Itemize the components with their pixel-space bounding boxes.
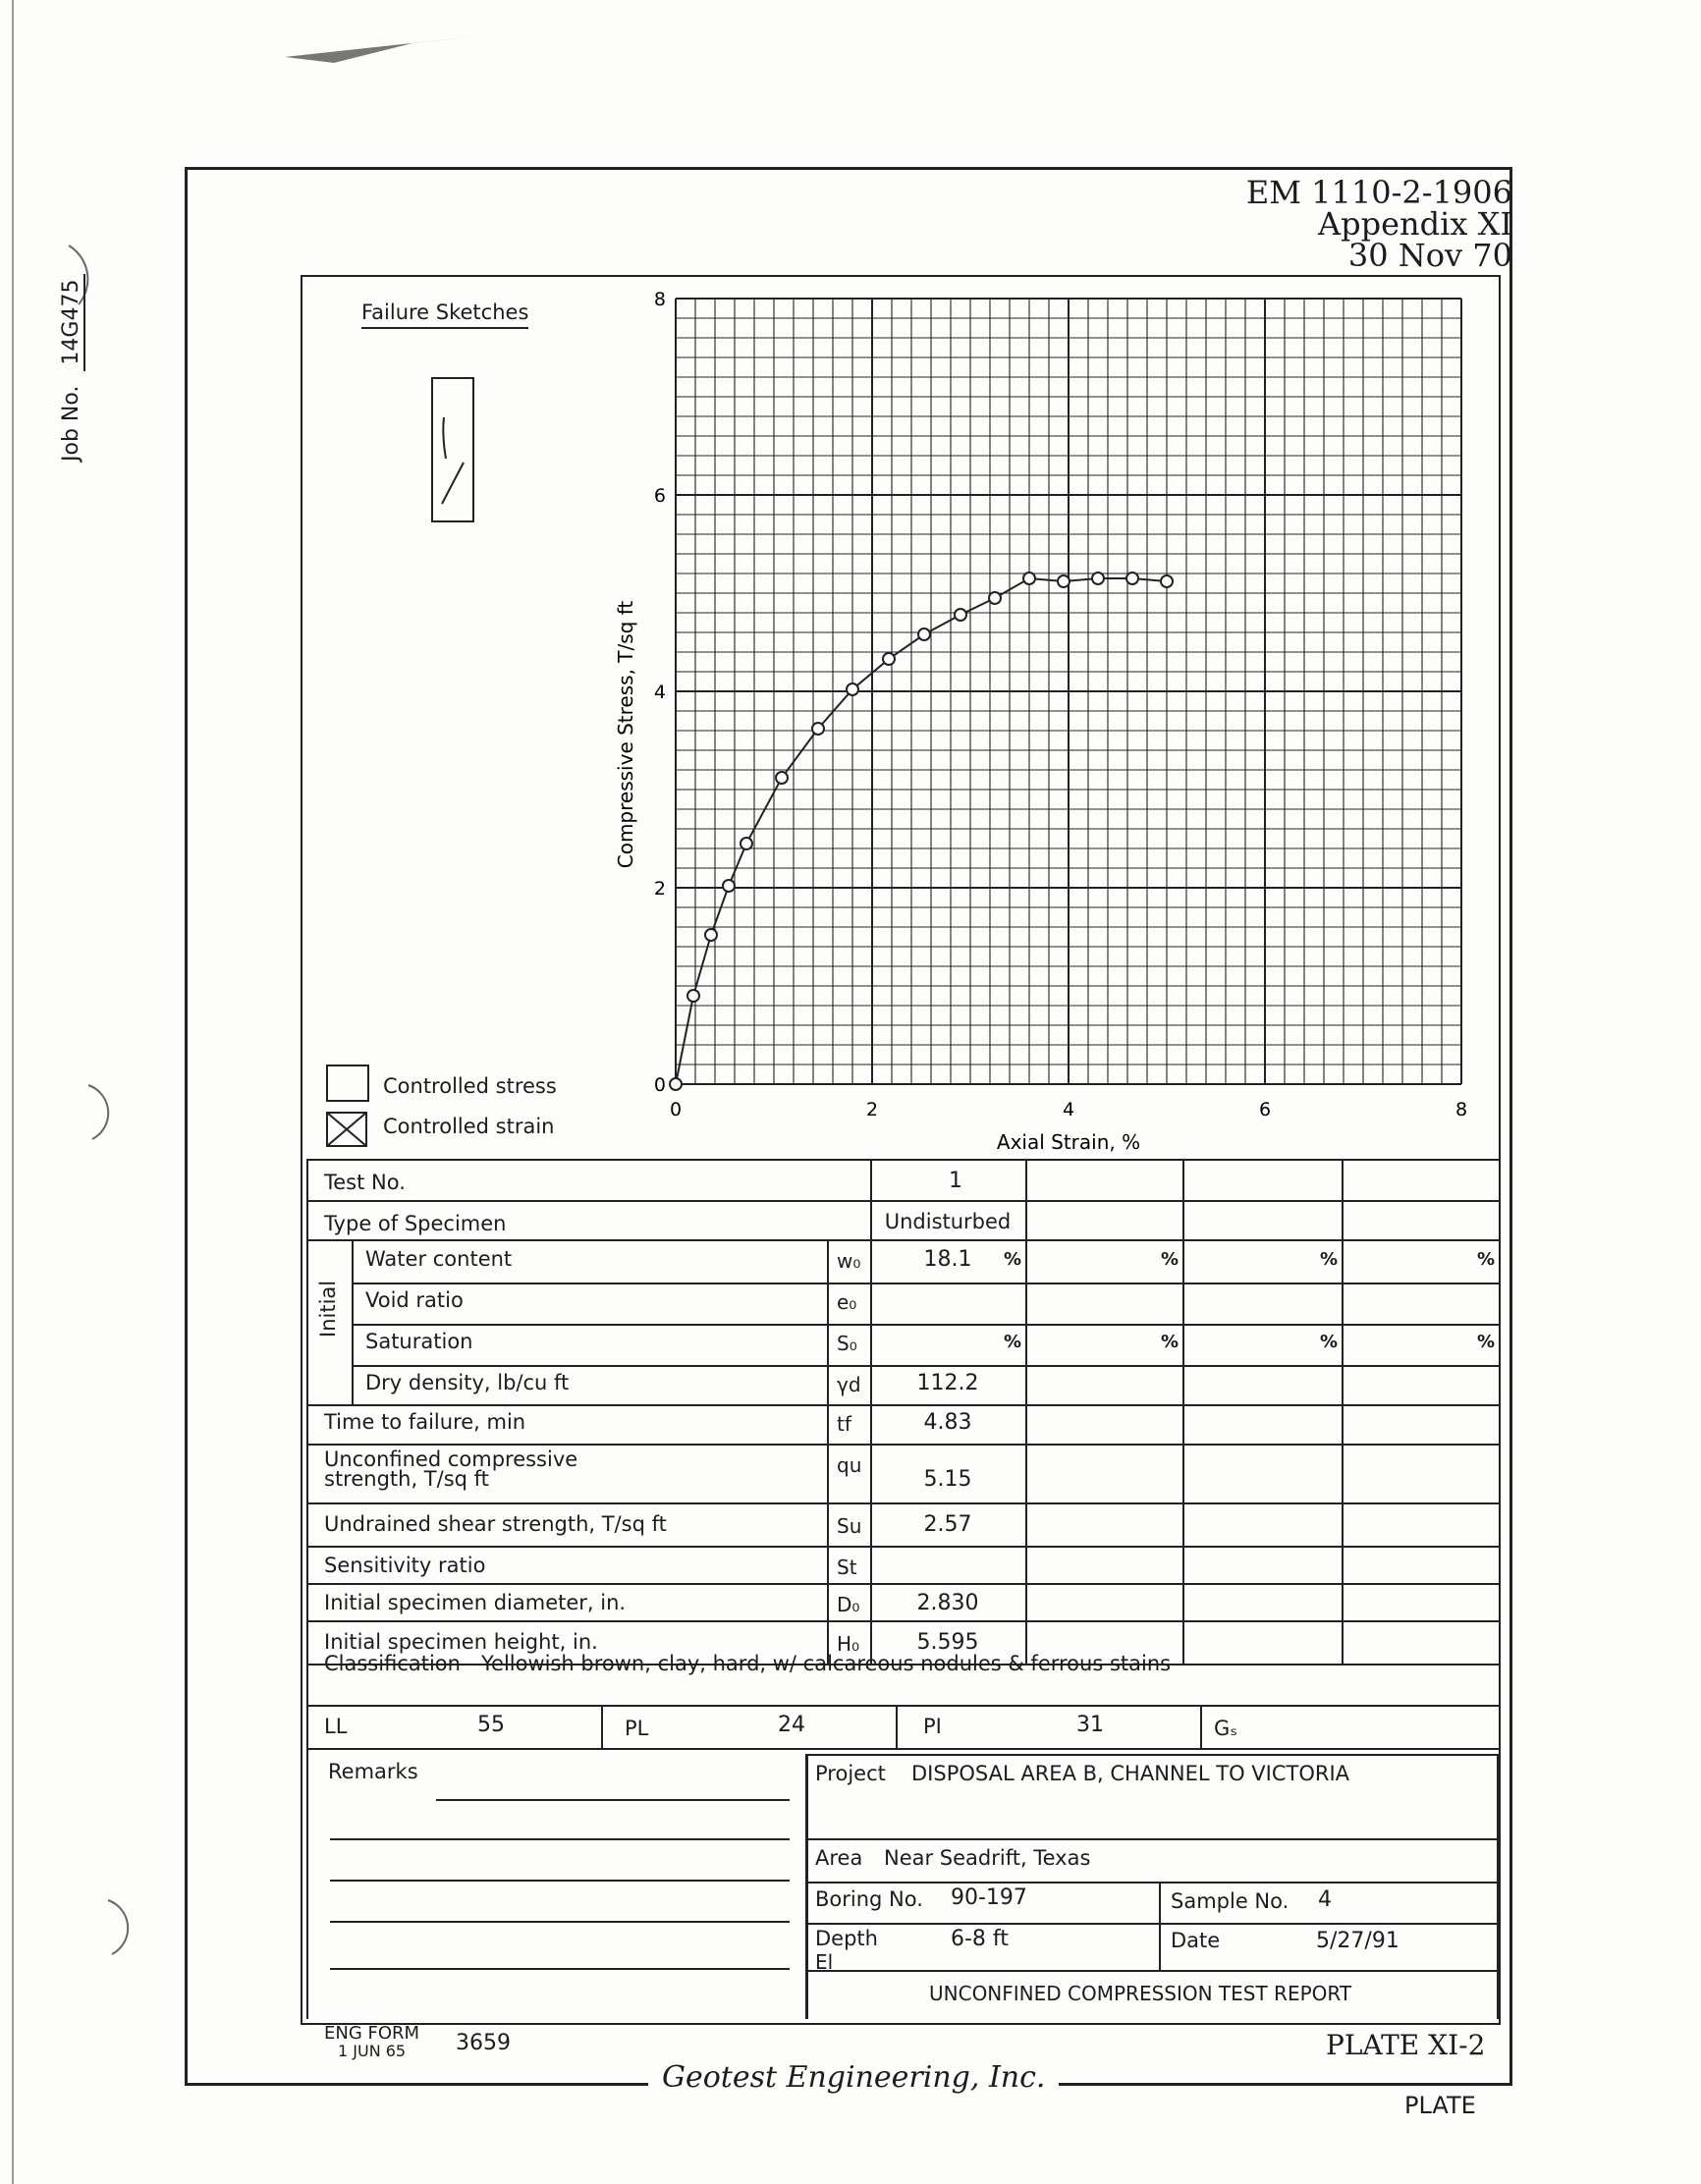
project-value: DISPOSAL AREA B, CHANNEL TO VICTORIA xyxy=(911,1762,1350,1785)
test-col-line xyxy=(1182,1159,1184,1664)
property-value: 2.57 xyxy=(923,1512,972,1537)
data-point xyxy=(1058,575,1070,587)
remarks-line xyxy=(330,1921,790,1923)
percent-sign: % xyxy=(1477,1332,1496,1352)
property-symbol: Su xyxy=(837,1514,862,1538)
boring-value: 90-197 xyxy=(951,1885,1027,1910)
eng-form xyxy=(324,2025,419,2060)
eng-form-line2: 1 JUN 65 xyxy=(338,2042,407,2060)
el-label: El xyxy=(815,1950,834,1974)
header-em: EM 1110-2-1906 xyxy=(1245,174,1512,211)
punch-hole-bottom xyxy=(98,1895,137,1964)
punch-hole-mid xyxy=(79,1080,118,1149)
date-label: Date xyxy=(1171,1929,1221,1952)
gs-label: Gₛ xyxy=(1214,1717,1238,1740)
area-label: Area xyxy=(815,1846,863,1870)
data-point xyxy=(723,880,735,892)
row-line xyxy=(306,1546,1499,1548)
percent-sign: % xyxy=(1161,1332,1180,1352)
type-of-specimen-label: Type of Specimen xyxy=(324,1212,507,1235)
property-value: 2.830 xyxy=(916,1591,979,1615)
plate-number: PLATE XI-2 xyxy=(1326,2029,1486,2061)
project-line xyxy=(807,1882,1499,1884)
row-line xyxy=(352,1365,1499,1367)
initial-col-line xyxy=(352,1239,354,1404)
data-point xyxy=(1161,575,1173,587)
remarks-line xyxy=(330,1968,790,1970)
property-symbol: w₀ xyxy=(837,1249,861,1273)
x-axis-label: Axial Strain, % xyxy=(996,1130,1141,1154)
y-tick-label: 8 xyxy=(653,289,666,310)
sample-label: Sample No. xyxy=(1171,1889,1289,1913)
remarks-line xyxy=(436,1799,790,1801)
failure-sketch xyxy=(430,376,477,523)
y-tick-label: 6 xyxy=(653,485,666,507)
data-point xyxy=(1023,573,1035,584)
property-symbol: St xyxy=(837,1556,857,1579)
boring-label: Boring No. xyxy=(815,1887,923,1911)
percent-sign: % xyxy=(1320,1332,1339,1352)
header-appendix: Appendix XI xyxy=(1318,205,1512,243)
row-line xyxy=(306,1200,1499,1202)
eng-form-line1: ENG FORM xyxy=(324,2023,420,2044)
limits-col-line xyxy=(1200,1705,1202,1748)
left-edge-line xyxy=(12,0,14,2184)
property-label: Water content xyxy=(365,1247,513,1271)
x-tick-label: 6 xyxy=(1258,1099,1272,1120)
project-line xyxy=(807,1923,1499,1925)
property-value: 5.595 xyxy=(916,1630,979,1655)
data-point xyxy=(741,838,752,849)
data-point xyxy=(1092,573,1104,584)
row-line xyxy=(306,1404,1499,1406)
data-points xyxy=(670,573,1173,1090)
report-title: UNCONFINED COMPRESSION TEST REPORT xyxy=(929,1982,1352,2005)
percent-sign: % xyxy=(1161,1249,1180,1270)
property-value: 18.1 xyxy=(923,1247,972,1272)
y-tick-labels xyxy=(654,289,666,1096)
property-label: Saturation xyxy=(365,1330,473,1353)
row-line xyxy=(306,1239,1499,1241)
y-tick-label: 4 xyxy=(653,682,666,703)
percent-sign: % xyxy=(1320,1249,1339,1270)
data-point xyxy=(812,723,824,735)
col-line xyxy=(306,1748,308,2019)
y-tick-label: 2 xyxy=(653,878,666,900)
data-point xyxy=(1126,573,1138,584)
row-line xyxy=(306,1705,1499,1707)
property-label: Time to failure, min xyxy=(324,1410,526,1434)
project-top-line xyxy=(807,1754,1499,1756)
company-name: Geotest Engineering, Inc. xyxy=(648,2060,1059,2095)
x-tick-labels xyxy=(670,1099,1467,1120)
controlled-stress-box xyxy=(326,1065,369,1102)
property-label: Dry density, lb/cu ft xyxy=(365,1371,570,1394)
x-tick-label: 8 xyxy=(1454,1099,1468,1120)
row-line xyxy=(306,1502,1499,1504)
property-value: 4.83 xyxy=(923,1410,972,1435)
data-point xyxy=(670,1078,682,1090)
data-point xyxy=(687,990,699,1002)
x-tick-label: 0 xyxy=(669,1099,683,1120)
remarks-line xyxy=(330,1838,790,1840)
remarks-line xyxy=(330,1880,790,1882)
data-point xyxy=(776,772,788,784)
initial-label: Initial xyxy=(316,1280,340,1338)
controlled-strain-box xyxy=(326,1112,369,1149)
percent-sign: % xyxy=(1477,1249,1496,1270)
y-tick-label: 0 xyxy=(653,1074,666,1096)
property-label: Undrained shear strength, T/sq ft xyxy=(324,1512,667,1536)
project-col-line xyxy=(1159,1882,1161,1970)
x-tick-label: 4 xyxy=(1062,1099,1075,1120)
depth-label: Depth xyxy=(815,1927,878,1950)
property-symbol: D₀ xyxy=(837,1593,860,1616)
y-axis-label: Compressive Stress, T/sq ft xyxy=(614,600,637,869)
percent-sign: % xyxy=(1004,1332,1022,1352)
property-symbol: S₀ xyxy=(837,1332,857,1355)
pi-label: PI xyxy=(923,1715,942,1738)
project-line xyxy=(807,1970,1499,1972)
depth-value: 6-8 ft xyxy=(951,1927,1009,1951)
ll-label: LL xyxy=(324,1715,348,1738)
sample-value: 4 xyxy=(1318,1887,1332,1912)
project-label: Project xyxy=(815,1762,886,1785)
type-of-specimen-value: Undisturbed xyxy=(884,1210,1012,1233)
header-block xyxy=(1179,174,1512,274)
area-value: Near Seadrift, Texas xyxy=(884,1846,1091,1870)
property-symbol: tf xyxy=(837,1412,851,1436)
property-label-line2: strength, T/sq ft xyxy=(324,1467,489,1491)
remarks-label: Remarks xyxy=(328,1760,418,1783)
project-left-line xyxy=(805,1754,808,2019)
property-symbol: H₀ xyxy=(837,1632,860,1656)
limits-col-line xyxy=(896,1705,898,1748)
ll-value: 55 xyxy=(477,1713,505,1737)
classification-value: Yellowish brown, clay, hard, w/ calcareous nodules & ferrous stains xyxy=(481,1652,1172,1675)
header-date: 30 Nov 70 xyxy=(1347,237,1512,274)
row-line xyxy=(352,1324,1499,1326)
row-line xyxy=(306,1444,1499,1446)
row-line xyxy=(352,1283,1499,1284)
property-label: Void ratio xyxy=(365,1288,464,1312)
test-col-line xyxy=(870,1159,872,1664)
data-point xyxy=(883,653,895,665)
property-symbol: qu xyxy=(837,1453,862,1477)
col-line xyxy=(306,1159,308,1748)
pi-value: 31 xyxy=(1076,1713,1104,1737)
date-value: 5/27/91 xyxy=(1316,1929,1399,1953)
row-line xyxy=(306,1748,1499,1750)
data-point xyxy=(989,592,1001,604)
property-label: Sensitivity ratio xyxy=(324,1554,486,1577)
limits-col-line xyxy=(601,1705,603,1748)
property-symbol: γd xyxy=(837,1373,861,1396)
footer-plate: PLATE xyxy=(1404,2092,1476,2119)
job-no-value: 14G475 xyxy=(59,274,85,371)
row-line xyxy=(306,1583,1499,1585)
test-col-line xyxy=(1025,1159,1027,1664)
table-top-line xyxy=(306,1159,1499,1161)
classification-label: Classification xyxy=(324,1652,461,1675)
percent-sign: % xyxy=(1004,1249,1022,1270)
property-label xyxy=(324,1449,577,1489)
test-col-line xyxy=(1342,1159,1344,1664)
property-value: 112.2 xyxy=(916,1371,979,1395)
data-point xyxy=(918,628,930,640)
pl-label: PL xyxy=(625,1717,649,1740)
scan-smudge xyxy=(275,27,530,67)
property-label-line1: Unconfined compressive xyxy=(324,1447,578,1471)
x-tick-label: 2 xyxy=(865,1099,879,1120)
property-label: Initial specimen diameter, in. xyxy=(324,1591,627,1614)
property-symbol: e₀ xyxy=(837,1290,857,1314)
project-right-line xyxy=(1497,1754,1499,2019)
job-number xyxy=(59,246,98,462)
stress-strain-chart xyxy=(589,285,1493,1169)
test-no-value: 1 xyxy=(949,1169,962,1193)
row-line xyxy=(306,1620,1499,1622)
job-no-label: Job No. xyxy=(59,385,83,462)
stress-strain-curve xyxy=(676,578,1167,1084)
data-point xyxy=(847,683,858,695)
controlled-stress-label: Controlled stress xyxy=(383,1074,557,1098)
property-label: Initial specimen height, in. xyxy=(324,1630,598,1654)
failure-sketches-title: Failure Sketches xyxy=(361,300,528,329)
data-point xyxy=(955,609,966,621)
data-point xyxy=(705,929,717,941)
property-value: 5.15 xyxy=(923,1467,972,1492)
project-line xyxy=(807,1838,1499,1840)
form-number: 3659 xyxy=(456,2031,511,2055)
chart-grid xyxy=(676,299,1461,1084)
controlled-strain-label: Controlled strain xyxy=(383,1115,555,1138)
sym-col-line xyxy=(827,1239,829,1664)
pl-value: 24 xyxy=(778,1713,805,1737)
test-no-label: Test No. xyxy=(324,1171,406,1194)
